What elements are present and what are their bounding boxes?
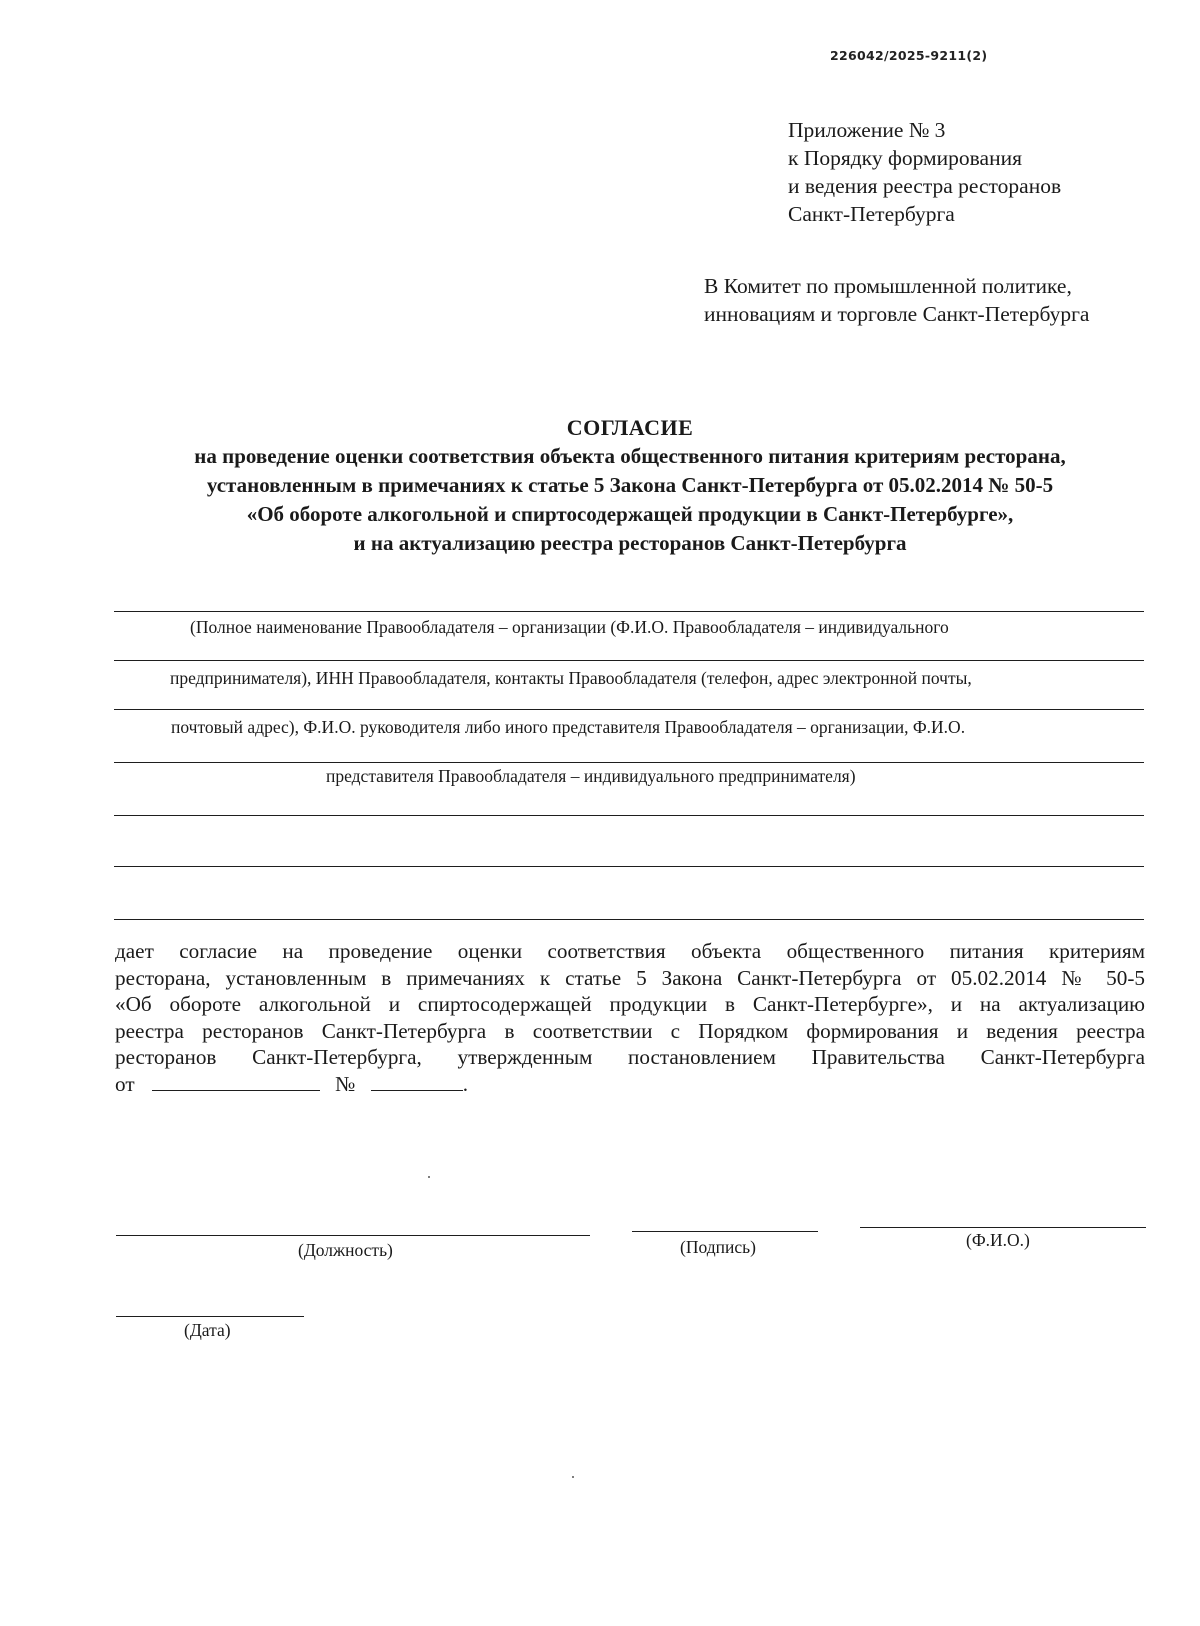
fill-line[interactable] xyxy=(114,611,1144,612)
number-label: № xyxy=(335,1071,356,1096)
scan-speck xyxy=(428,1176,430,1178)
end-period: . xyxy=(462,1071,468,1096)
addressee-line: В Комитет по промышленной политике, xyxy=(704,274,1072,298)
scan-speck xyxy=(572,1476,574,1478)
subtitle-line: на проведение оценки соответствия объекта общественного питания критериям ресторана, xyxy=(194,444,1066,468)
fill-line[interactable] xyxy=(114,709,1144,710)
body-line: «Об обороте алкогольной и спиртосодержащей продукции в Санкт-Петербурге», и на актуализацию xyxy=(115,992,1145,1016)
body-line: ресторанов Санкт-Петербурга, утвержденным постановлением Правительства Санкт-Петербурга xyxy=(115,1045,1145,1069)
field-caption: предпринимателя), ИНН Правообладателя, контакты Правообладателя (телефон, адрес электронной почты, xyxy=(170,668,972,688)
subtitle-line: «Об обороте алкогольной и спиртосодержащей продукции в Санкт-Петербурге», xyxy=(246,502,1014,526)
body-line: ресторана, установленным в примечаниях к статье 5 Закона Санкт-Петербурга от 05.02.2014 № 50-5 xyxy=(115,965,1145,990)
fill-line[interactable] xyxy=(114,660,1144,661)
date-caption: (Дата) xyxy=(184,1320,231,1340)
body-last-line xyxy=(115,1071,1145,1098)
appendix-line: Приложение № 3 xyxy=(788,118,946,142)
decree-date-blank[interactable] xyxy=(152,1072,320,1091)
signature-line[interactable] xyxy=(632,1231,818,1232)
date-line[interactable] xyxy=(116,1316,304,1317)
subtitle-line: и на актуализацию реестра ресторанов Санкт-Петербурга xyxy=(353,531,907,555)
fill-line[interactable] xyxy=(114,866,1144,867)
fill-line[interactable] xyxy=(114,762,1144,763)
appendix-line: к Порядку формирования xyxy=(788,146,1022,170)
document-number: 226042/2025-9211(2) xyxy=(830,48,988,63)
name-line[interactable] xyxy=(860,1227,1146,1228)
body-line: дает согласие на проведение оценки соответствия объекта общественного питания критериям xyxy=(115,939,1145,963)
signature-caption: (Подпись) xyxy=(680,1237,756,1257)
appendix-line: и ведения реестра ресторанов xyxy=(788,174,1062,198)
appendix-line: Санкт-Петербурга xyxy=(788,202,955,226)
appendix-note xyxy=(788,116,1061,228)
addressee-line: инновациям и торговле Санкт-Петербурга xyxy=(704,302,1090,326)
from-label: от xyxy=(115,1071,135,1096)
field-caption: почтовый адрес), Ф.И.О. руководителя либо иного представителя Правообладателя – организации, Ф.И.О. xyxy=(171,717,966,737)
position-line[interactable] xyxy=(116,1235,590,1236)
consent-body xyxy=(115,938,1145,1097)
position-caption: (Должность) xyxy=(298,1240,393,1260)
body-line: реестра ресторанов Санкт-Петербурга в соответствии с Порядком формирования и ведения реестра xyxy=(115,1018,1145,1043)
decree-number-blank[interactable] xyxy=(371,1072,463,1091)
subtitle-line: установленным в примечаниях к статье 5 Закона Санкт-Петербурга от 05.02.2014 № 50-5 xyxy=(206,473,1054,497)
addressee xyxy=(704,272,1089,328)
title-block xyxy=(100,413,1160,558)
field-caption: представителя Правообладателя – индивидуального предпринимателя) xyxy=(326,766,856,786)
fill-line[interactable] xyxy=(114,919,1144,920)
field-caption: (Полное наименование Правообладателя – организации (Ф.И.О. Правообладателя – индивидуального xyxy=(190,617,949,637)
name-caption: (Ф.И.О.) xyxy=(966,1230,1030,1250)
fill-line[interactable] xyxy=(114,815,1144,816)
document-title: СОГЛАСИЕ xyxy=(566,415,694,440)
